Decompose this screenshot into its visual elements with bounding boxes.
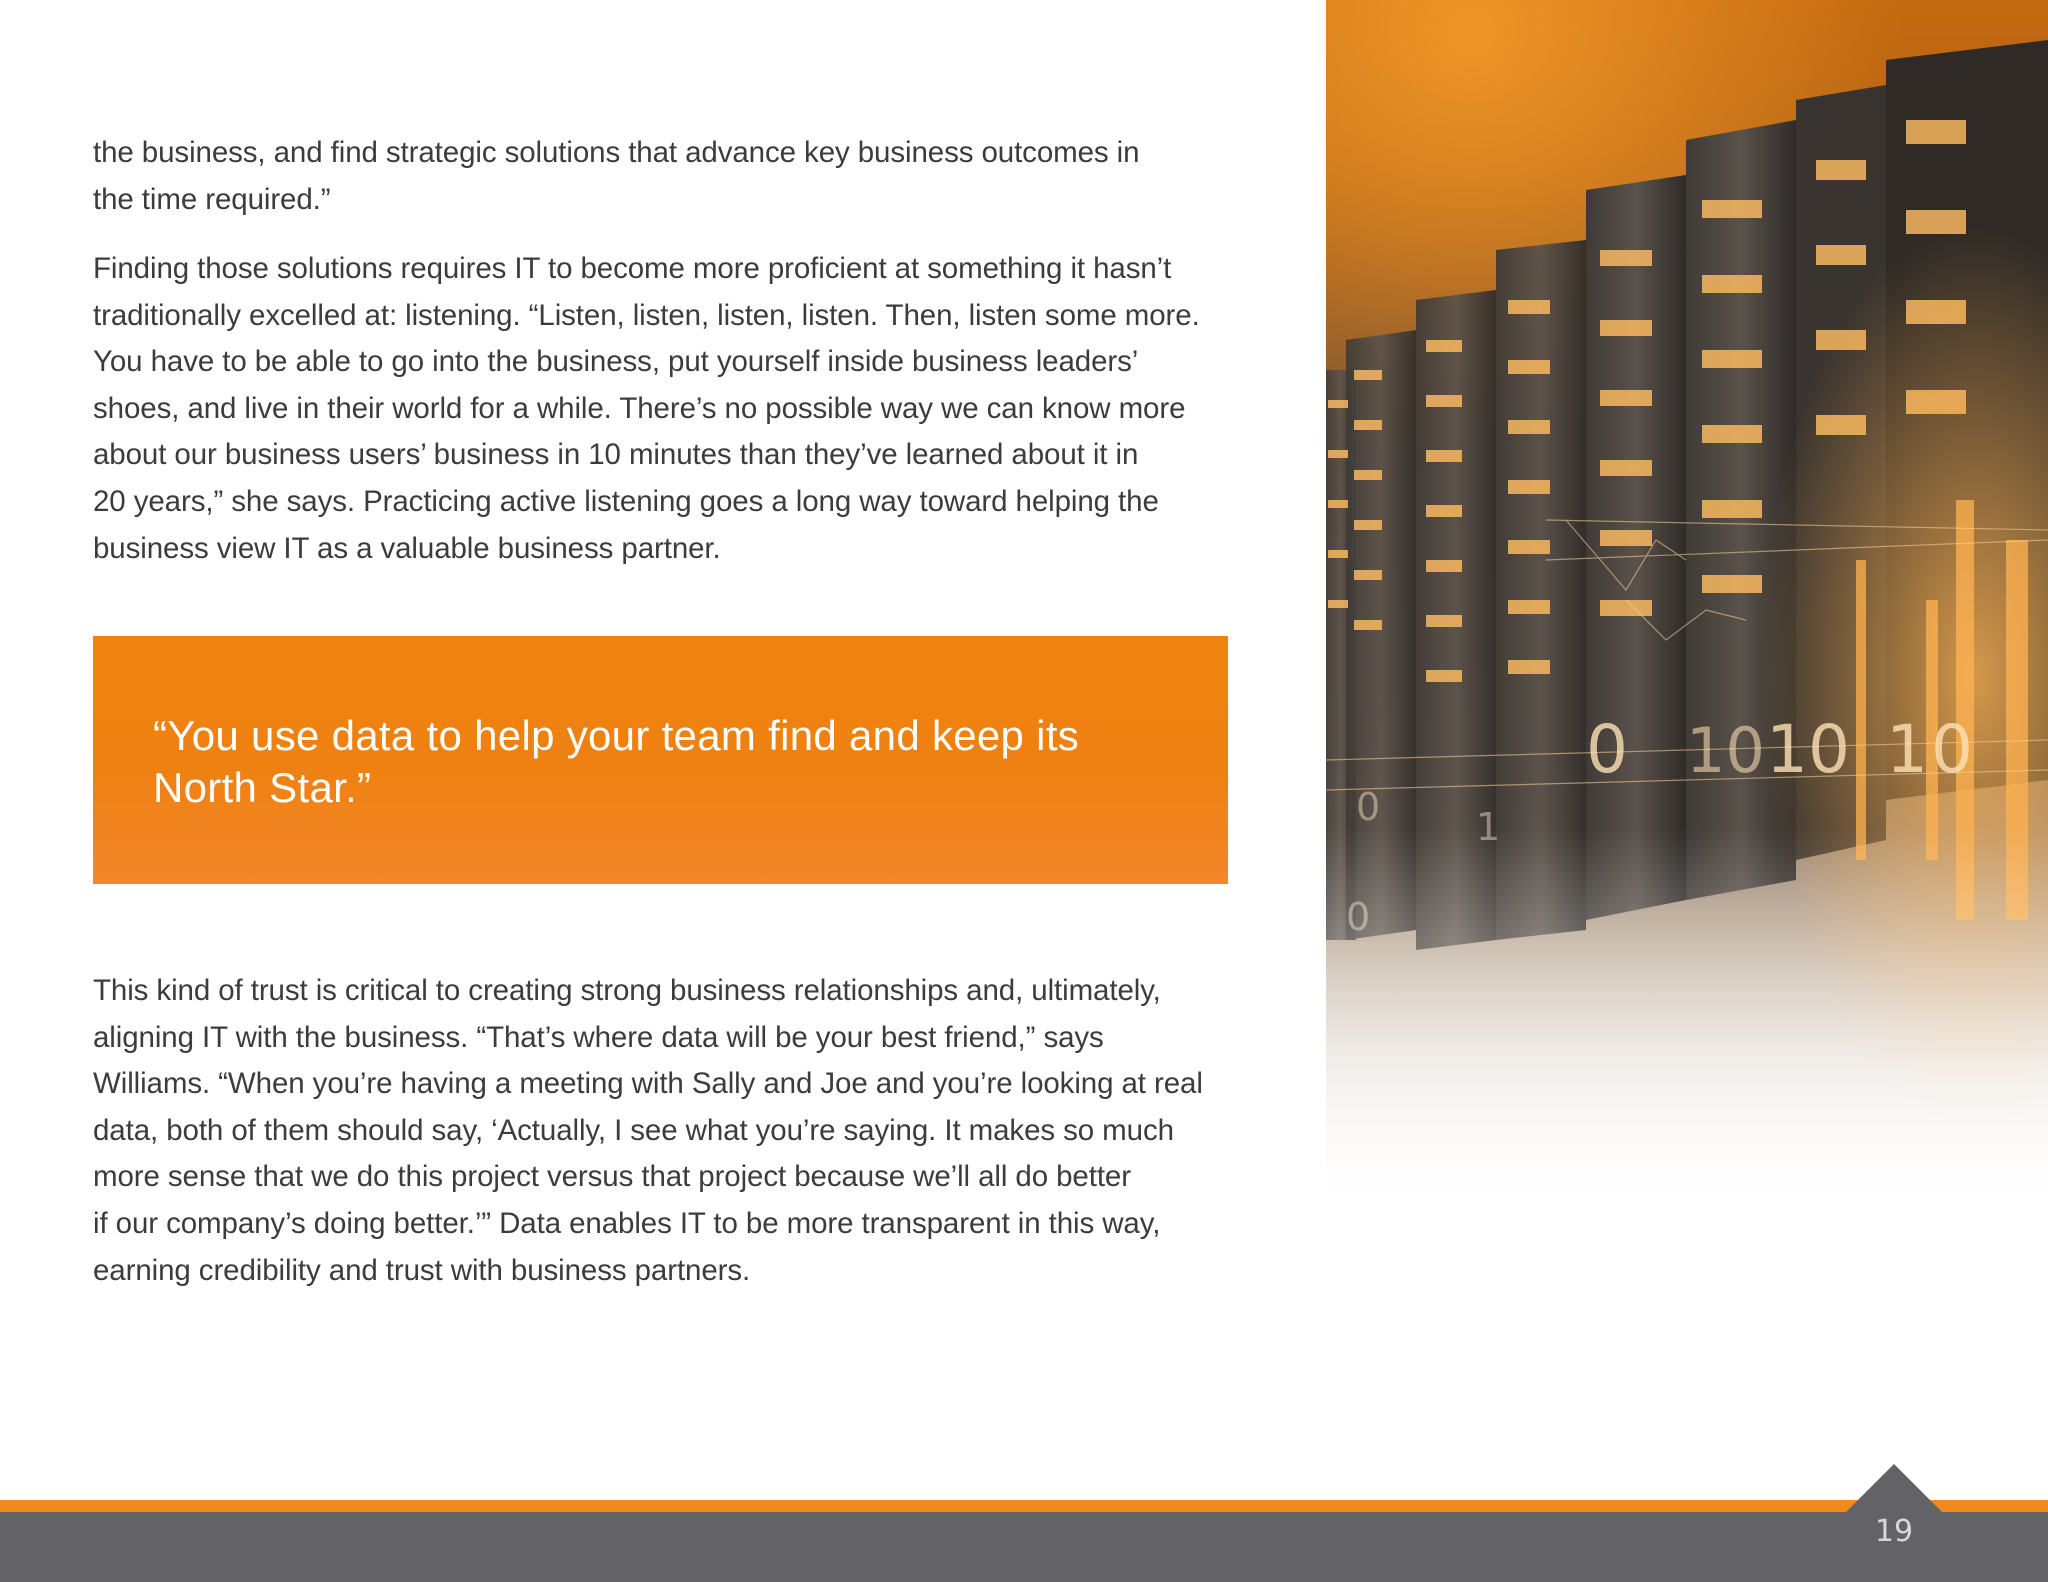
paragraph-line: Finding those solutions requires IT to become more proficient at something it hasn’t — [93, 252, 1172, 285]
paragraph-line: This kind of trust is critical to creating strong business relationships and, ultimately, — [93, 974, 1161, 1007]
paragraph-line: 20 years,” she says. Practicing active listening goes a long way toward helping the — [93, 484, 1159, 518]
paragraph-line: earning credibility and trust with business partners. — [93, 1253, 751, 1287]
body-paragraph-1 — [93, 130, 1233, 223]
paragraph-line: about our business users’ business in 10 minutes than they’ve learned about it in — [93, 438, 1139, 472]
body-paragraph-2 — [93, 246, 1233, 572]
paragraph-line: the business, and find strategic solutions that advance key business outcomes in — [93, 136, 1140, 169]
pull-quote-text — [153, 710, 1183, 814]
paragraph-line: You have to be able to go into the business, put yourself inside business leaders’ — [93, 345, 1139, 379]
footer-bar — [0, 1512, 2048, 1582]
paragraph-line: aligning IT with the business. “That’s where data will be your best friend,” says — [93, 1020, 1104, 1054]
pull-quote-line: “You use data to help your team find and keep its — [153, 712, 1080, 759]
pull-quote-box — [93, 636, 1228, 884]
pull-quote-line: North Star.” — [153, 764, 372, 811]
footer-accent-rule — [0, 1500, 2048, 1512]
page-number: 19 — [1874, 1514, 1914, 1549]
paragraph-line: shoes, and live in their world for a while. There’s no possible way we can know more — [93, 391, 1186, 425]
page-tab-triangle-icon — [1846, 1464, 1942, 1512]
body-paragraph-3 — [93, 968, 1233, 1294]
paragraph-line: traditionally excelled at: listening. “Listen, listen, listen, listen. Then, listen some more. — [93, 298, 1200, 332]
paragraph-line: Williams. “When you’re having a meeting with Sally and Joe and you’re looking at real — [93, 1067, 1203, 1101]
server-racks-image — [1326, 0, 2048, 1505]
paragraph-line: the time required.” — [93, 182, 331, 216]
paragraph-line: business view IT as a valuable business partner. — [93, 531, 721, 565]
paragraph-line: data, both of them should say, ‘Actually, I see what you’re saying. It makes so much — [93, 1113, 1174, 1147]
paragraph-line: if our company’s doing better.’” Data enables IT to be more transparent in this way, — [93, 1206, 1161, 1240]
paragraph-line: more sense that we do this project versus that project because we’ll all do better — [93, 1160, 1131, 1194]
